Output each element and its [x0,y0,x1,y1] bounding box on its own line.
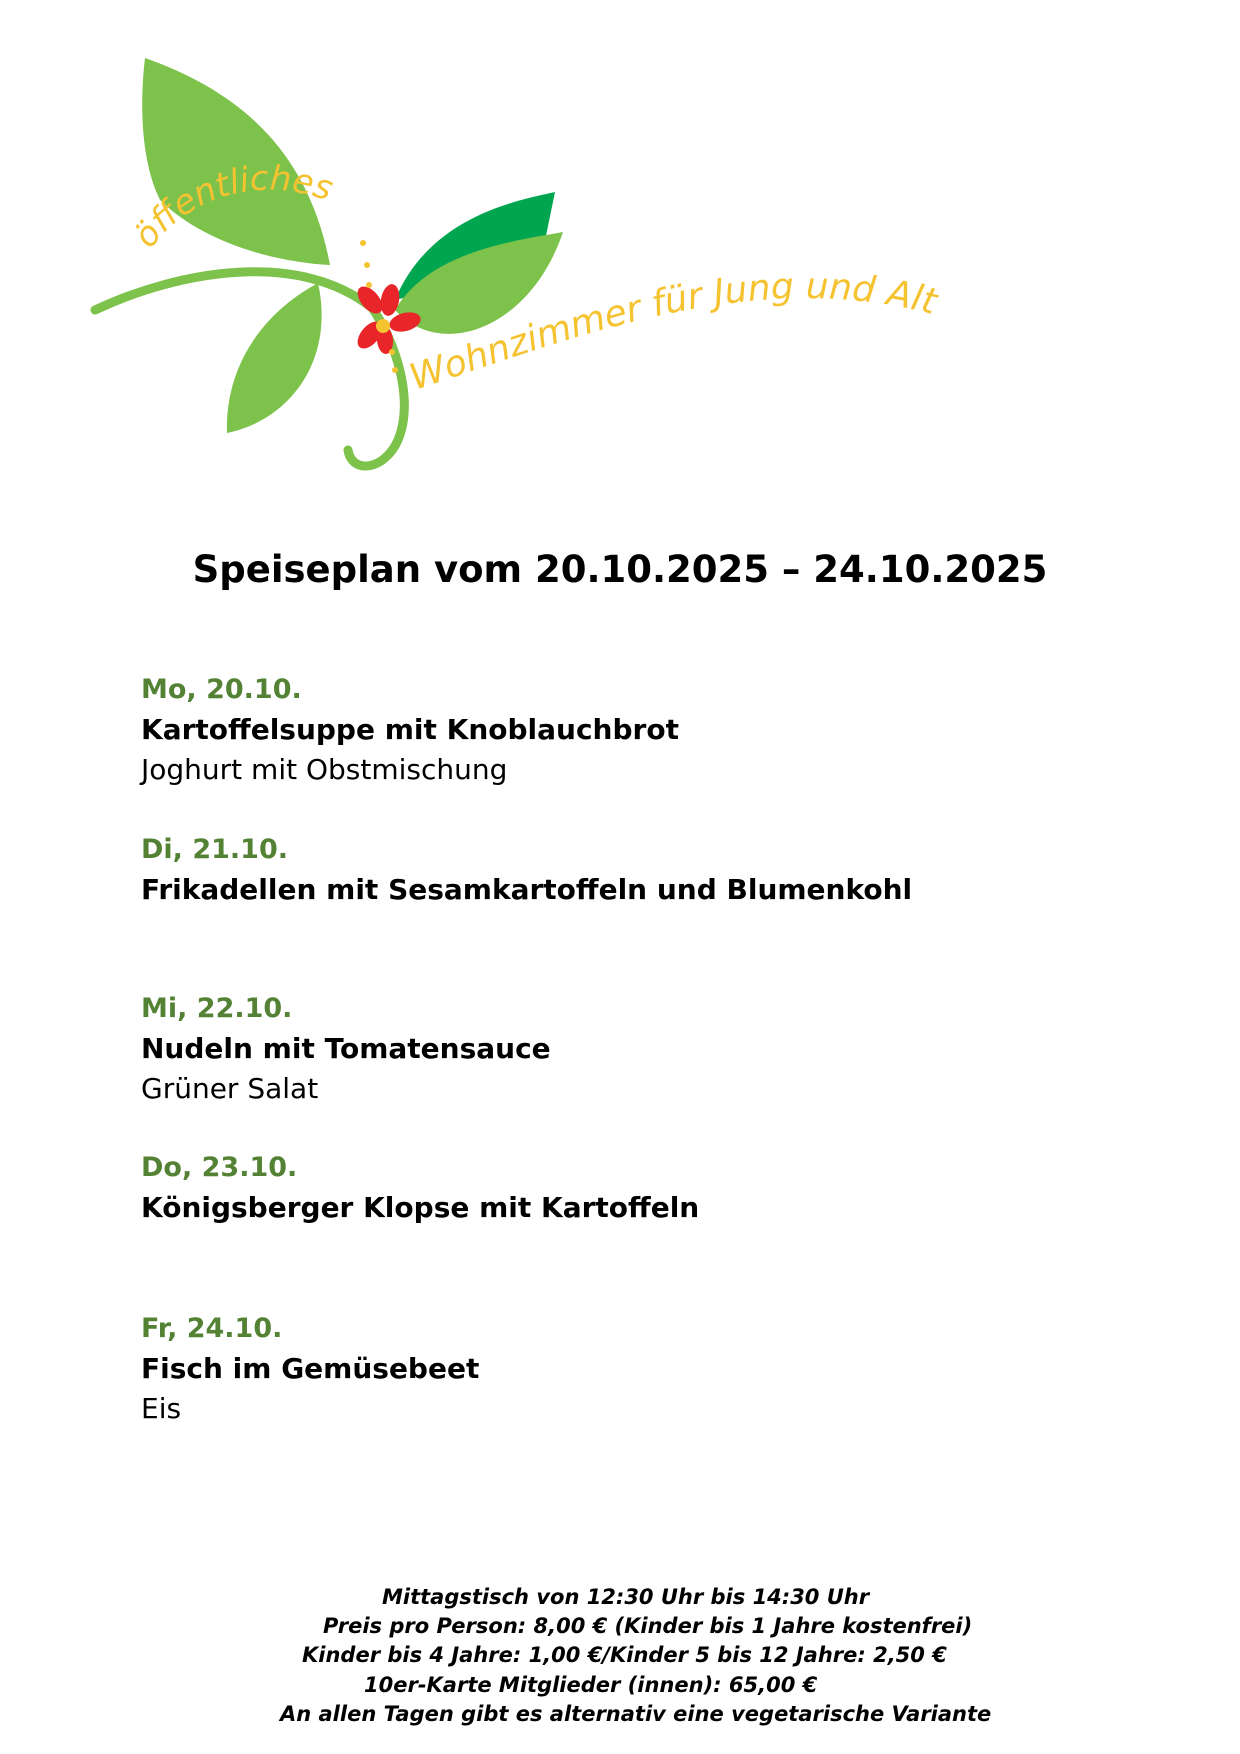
page-title: Speiseplan vom 20.10.2025 – 24.10.2025 [192,548,1048,591]
day-wednesday [141,989,551,1109]
day-thursday [141,1148,699,1228]
day-monday [141,670,679,790]
leaf-flower-logo-icon [0,0,1240,520]
footer-hours: Mittagstisch von 12:30 Uhr bis 14:30 Uhr [382,1585,870,1609]
logo [0,0,1240,520]
day-tuesday [141,830,912,910]
footer-vegetarian-note: An allen Tagen gibt es alternativ eine vegetarische Variante [280,1702,992,1726]
footer-child-price: Kinder bis 4 Jahre: 1,00 €/Kinder 5 bis 12 Jahre: 2,50 € [302,1643,947,1667]
day-label: Fr, 24.10. [141,1313,283,1344]
day-label: Mo, 20.10. [141,674,302,705]
side-dish: Grüner Salat [141,1072,319,1105]
footer-card-price: 10er-Karte Mitglieder (innen): 65,00 € [364,1673,818,1697]
day-label: Mi, 22.10. [141,993,293,1024]
main-dish: Frikadellen mit Sesamkartoffeln und Blumenkohl [141,873,913,906]
day-friday [141,1309,479,1429]
main-dish: Fisch im Gemüsebeet [141,1352,480,1385]
side-dish: Joghurt mit Obstmischung [141,753,508,786]
main-dish: Königsberger Klopse mit Kartoffeln [141,1191,700,1224]
main-dish: Kartoffelsuppe mit Knoblauchbrot [141,713,679,746]
logo-text-top: öffentliches [125,158,338,256]
day-label: Do, 23.10. [141,1152,298,1183]
main-dish: Nudeln mit Tomatensauce [141,1032,551,1065]
day-label: Di, 21.10. [141,834,288,865]
logo-text-bottom: Wohnzimmer für Jung und Alt [404,266,941,399]
footer-price: Preis pro Person: 8,00 € (Kinder bis 1 Jahre kostenfrei) [323,1614,973,1638]
side-dish: Eis [141,1392,182,1425]
